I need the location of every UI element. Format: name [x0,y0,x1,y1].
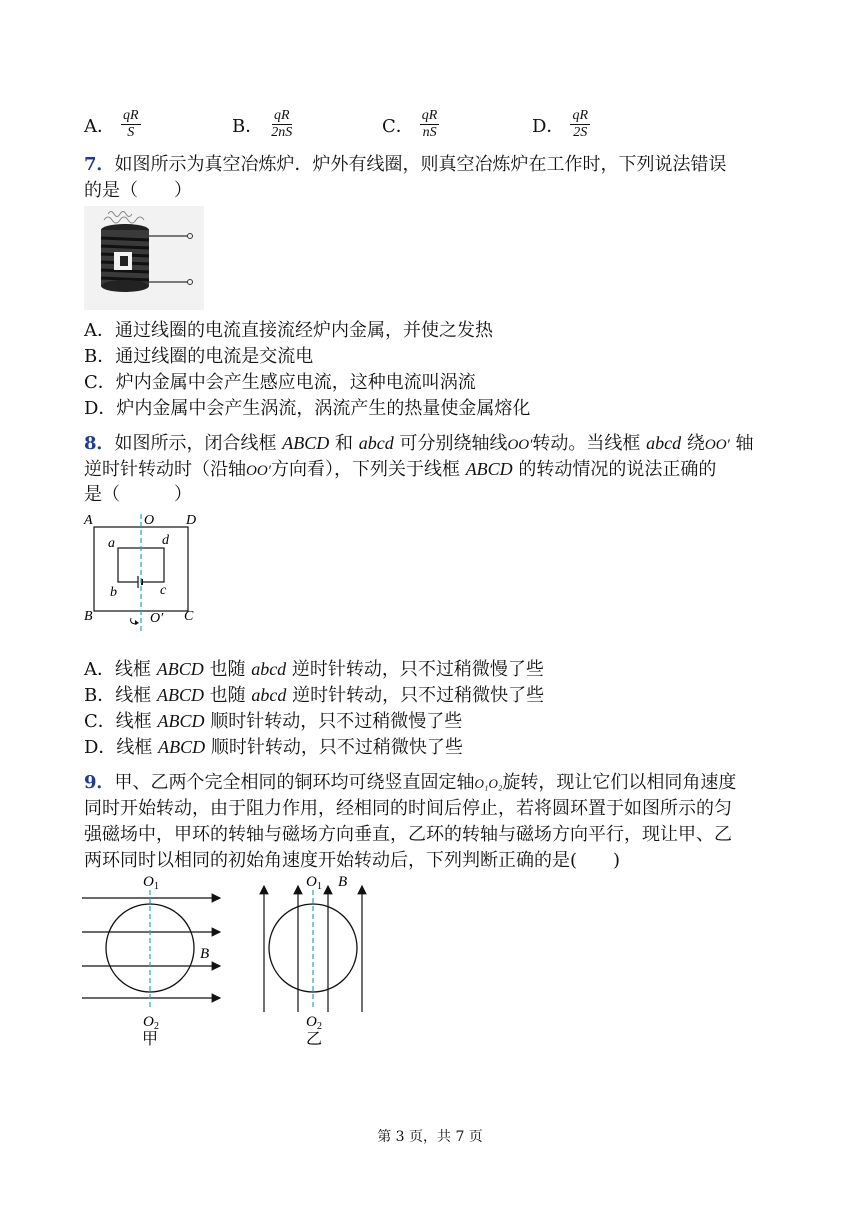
svg-text:b: b [110,585,117,600]
svg-text:O: O [144,513,155,528]
svg-text:A: A [84,513,93,528]
question-number: 7． [84,154,115,175]
q7-option-a: A．通过线圈的电流直接流经炉内金属，并使之发热 [84,320,493,341]
page-footer: 第 3 页，共 7 页 [377,1129,483,1145]
q8-option-c: C．线框 ABCD 顺时针转动，只不过稍微慢了些 [84,711,463,732]
q9-stem-line1: 9．甲、乙两个完全相同的铜环均可绕竖直固定轴O₁O₂旋转，现让它们以相同角速度 [84,772,737,793]
q7-option-b: B．通过线圈的电流是交流电 [84,346,314,367]
q9-ring-figure [80,872,380,1054]
svg-text:c: c [160,583,167,598]
svg-text:B: B [200,946,210,962]
fraction: $\frac{qR}{2S}$ [572,108,588,140]
q8-option-b: B．线框 ABCD 也随 abcd 逆时针转动，只不过稍微快了些 [84,685,545,706]
ring-yi [264,874,362,1048]
svg-text:d: d [162,533,169,548]
svg-text:1: 1 [317,881,322,892]
q7-option-d: D．炉内金属中会产生涡流，涡流产生的热量使金属熔化 [84,398,531,419]
fraction: $\frac{qR}{nS}$ [421,108,438,140]
q8-stem-line3: 是（ ） [84,484,192,505]
q9-stem-line3: 强磁场中，甲环的转轴与磁场方向垂直，乙环的转轴与磁场方向平行，现让甲、乙 [84,824,732,845]
q6-option-d: D． $\frac{qR}{2S}$ [532,108,588,140]
q7-stem-line2: 的是（ ） [84,180,192,201]
svg-text:O: O [143,874,154,890]
question-number: 9． [84,772,115,793]
q7-stem-line1: 7．如图所示为真空冶炼炉．炉外有线圈，则真空冶炼炉在工作时，下列说法错误 [84,154,727,175]
q7-option-c: C．炉内金属中会产生感应电流，这种电流叫涡流 [84,372,476,393]
q7-furnace-figure [84,206,204,310]
svg-text:2: 2 [154,1021,159,1032]
q9-stem-line2: 同时开始转动，由于阻力作用，经相同的时间后停止，若将圆环置于如图所示的匀 [84,798,732,819]
svg-text:乙: 乙 [306,1031,323,1048]
svg-text:O′: O′ [150,611,164,626]
q8-stem-line1: 8．如图所示，闭合线框 ABCD 和 abcd 可分别绕轴线OO′转动。当线框 abcd 绕OO′ 轴 [84,433,754,454]
q6-option-a: A． $\frac{qR}{S}$ [84,108,139,140]
q8-option-a: A．线框 ABCD 也随 abcd 逆时针转动，只不过稍微慢了些 [84,659,544,680]
fraction: $\frac{qR}{2nS}$ [271,108,293,140]
svg-text:C: C [184,609,194,624]
svg-text:1: 1 [154,881,159,892]
svg-text:B: B [338,874,348,890]
svg-text:B: B [84,609,93,624]
ring-jia [82,874,220,1048]
q6-option-b: B． $\frac{qR}{2nS}$ [232,108,293,140]
q8-option-d: D．线框 ABCD 顺时针转动，只不过稍微快了些 [84,737,463,758]
svg-text:甲: 甲 [142,1031,159,1048]
svg-text:2: 2 [317,1021,322,1032]
svg-text:O: O [143,1014,154,1030]
q6-option-c: C． $\frac{qR}{nS}$ [382,108,438,140]
q9-stem-line4: 两环同时以相同的初始角速度开始转动后，下列判断正确的是( ) [84,850,621,871]
question-number: 8． [84,433,115,454]
q8-stem-line2: 逆时针转动时（沿轴OO′方向看），下列关于线框 ABCD 的转动情况的说法正确的 [84,459,717,480]
q8-frame-figure [80,508,210,636]
svg-text:O: O [306,1014,317,1030]
fraction: $\frac{qR}{S}$ [123,108,139,140]
svg-text:O: O [306,874,317,890]
svg-text:D: D [186,513,197,528]
svg-text:a: a [108,536,115,551]
